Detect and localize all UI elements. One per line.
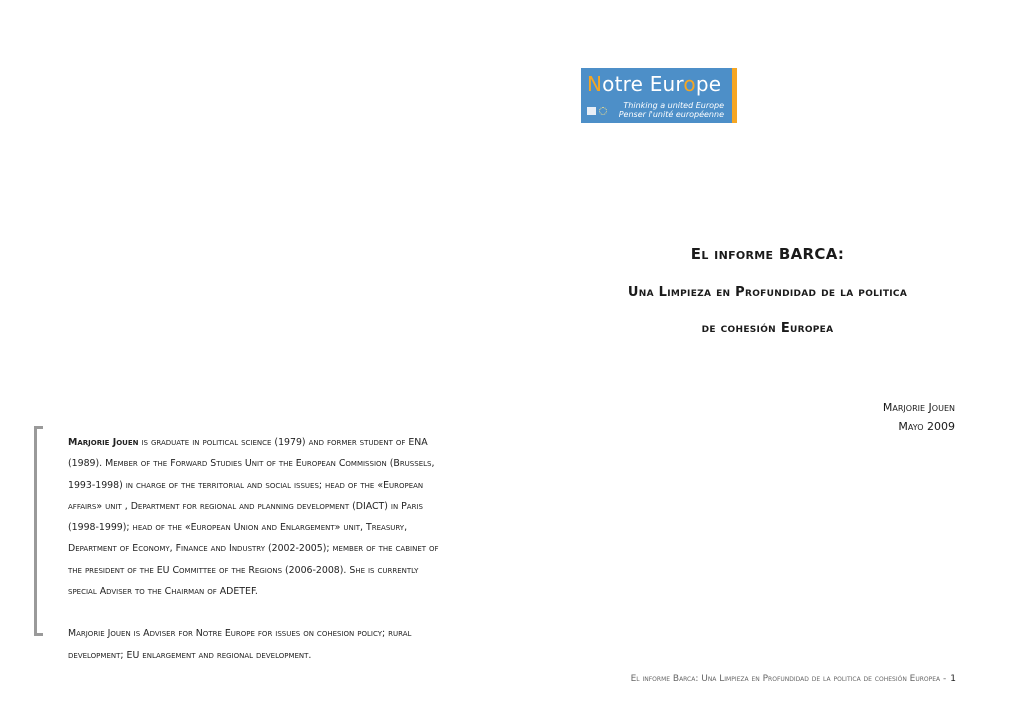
logo-name-end: pe (695, 72, 722, 96)
title-line-1: El informe BARCA: (690, 245, 845, 263)
author-bio (68, 432, 446, 666)
author-block (883, 398, 955, 436)
title-line-3: de cohesión Europea (701, 321, 834, 336)
logo-tagline-fr: Penser l'unité européenne (618, 110, 724, 119)
bio-text-1: is graduate in political science (1979) and former student of ENA (1989). Member of the Forward Studies Unit of the European Commission (Brussels, 1993-1998) in charge of the territorial and social issues; head of the «European affairs» unit , Department for regional and planning development (DIACT) in Paris (1998-1999); head of the «European Union and Enlargement» unit, Treasury, Department of Economy, Finance and Industry (2002-2005); member of the cabinet of the president of the EU Committee of the Regions (2006-2008). She is currently special Adviser to the Chairman of ADETEF. (68, 437, 439, 598)
bio-paragraph-2: Marjorie Jouen is Adviser for Notre Europe for issues on cohesion policy; rural development; EU enlargement and regional development. (68, 628, 412, 661)
notre-europe-logo (581, 68, 737, 123)
logo-letter-o: o (683, 72, 696, 96)
logo-tagline-en: Thinking a united Europe (623, 101, 724, 110)
page-number: 1 (950, 674, 956, 684)
bio-author-name: Marjorie Jouen (68, 437, 139, 448)
bio-bracket (34, 426, 43, 636)
logo-tagline (619, 101, 724, 119)
title-line-2: Una Limpieza en Profundidad de la politica (627, 285, 908, 300)
author-name: Marjorie Jouen (882, 401, 955, 414)
logo-name (587, 72, 721, 96)
logo-icons (587, 107, 607, 115)
logo-name-mid: otre Eur (602, 72, 684, 96)
book-icon (587, 107, 596, 115)
footer-text: El informe Barca: Una Limpieza en Profundidad de la politica de cohesión Europea - (630, 674, 947, 684)
publication-date: Mayo 2009 (898, 420, 955, 433)
eu-stars-icon (599, 107, 607, 115)
logo-letter-n: N (587, 72, 603, 96)
bio-paragraph-1 (68, 432, 446, 602)
page-footer (631, 674, 956, 684)
